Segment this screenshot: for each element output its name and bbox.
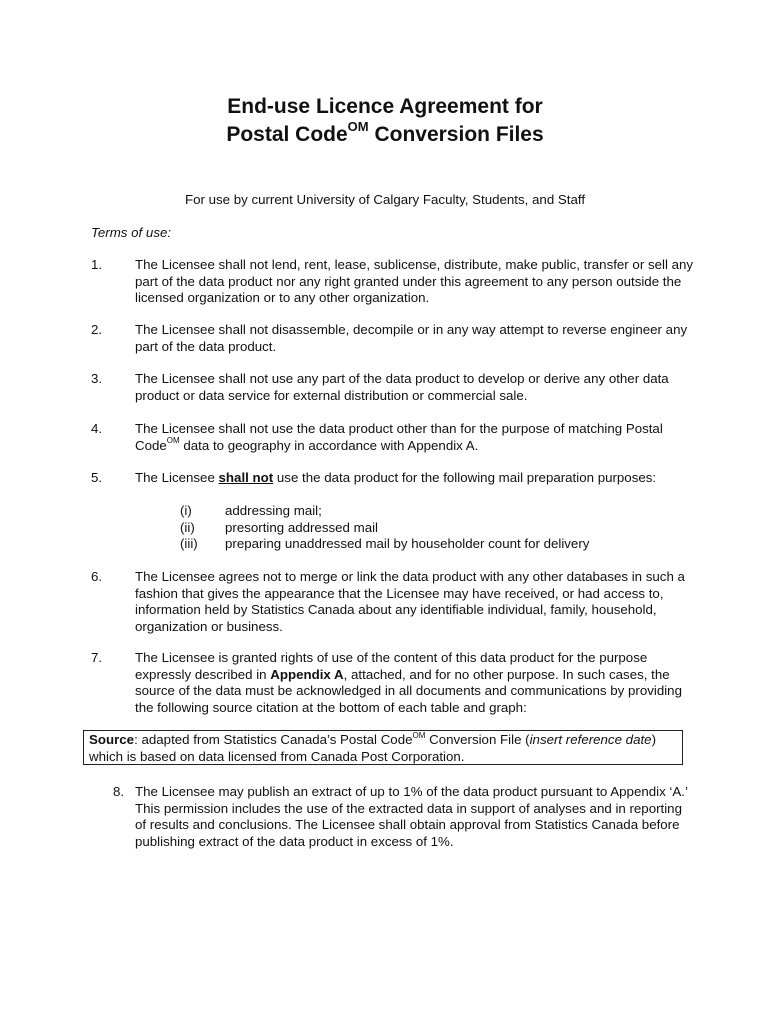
sublist-roman: (i) <box>180 503 192 518</box>
title-sup: OM <box>347 119 369 134</box>
item-text-pre: The Licensee shall not use the data product other than for the purpose of matching Postal Code <box>135 421 663 453</box>
title-line-2 <box>0 121 770 149</box>
item-text: The Licensee shall not disassemble, decompile or in any way attempt to reverse engineer any part of the data product. <box>135 322 688 354</box>
item-text <box>135 470 695 487</box>
sublist-roman: (iii) <box>180 536 198 551</box>
terms-heading: Terms of use: <box>91 225 172 240</box>
sublist-text: presorting addressed mail <box>225 519 378 535</box>
source-sup: OM <box>412 730 426 740</box>
title-line-1: End-use Licence Agreement for <box>227 95 543 118</box>
item-number: 5. <box>91 470 103 485</box>
item-text <box>135 650 695 716</box>
title-line-2-post: Conversion Files <box>368 123 544 146</box>
item-text-pre: The Licensee <box>135 470 219 485</box>
source-text-2: Conversion File ( <box>425 732 530 747</box>
item-text-pre: The Licensee is granted rights of use of the content of this data product for the purpose expressly described in <box>135 650 648 682</box>
item-text-post: data to geography in accordance with Appendix A. <box>179 437 479 453</box>
item-number: 1. <box>91 257 103 272</box>
source-text-3: ) which is based on data licensed from Canada Post Corporation. <box>89 732 656 764</box>
sublist-roman: (ii) <box>180 519 195 535</box>
item-emphasis: shall not <box>218 470 274 485</box>
item-number: 6. <box>91 569 103 584</box>
source-label: Source <box>89 732 135 747</box>
title-line-2-pre: Postal Code <box>226 123 348 146</box>
item-number: 3. <box>91 371 103 386</box>
source-italic: insert reference date <box>529 732 652 747</box>
item-number: 2. <box>91 322 103 337</box>
item-text: The Licensee may publish an extract of up to 1% of the data product pursuant to Appendix ‘A.’ This permission includes the use of the extracted data in support of analyses and in reporting of results and conclusions. The Licensee shall obtain approval from Statistics Canada before publishing extract of the data product in excess of 1%. <box>135 784 688 849</box>
item-number: 7. <box>91 650 103 665</box>
item-emphasis: Appendix A <box>270 666 344 682</box>
item-text-post: , attached, and for no other purpose. In such cases, the source of the data must be acknowledged in all documents and communications by providing the following source citation at the bottom of each table and graph: <box>135 666 682 715</box>
item-text-post: use the data product for the following mail preparation purposes: <box>273 470 657 485</box>
item-text: The Licensee agrees not to merge or link the data product with any other databases in such a fashion that gives the appearance that the Licensee may have received, or had access to, information held by Statistics Canada about any identifiable individual, family, household, organization or business. <box>135 569 685 634</box>
item-text: The Licensee shall not use any part of the data product to develop or derive any other data product or data service for external distribution or commercial sale. <box>135 371 669 403</box>
item-sup: OM <box>166 436 180 446</box>
item-text: The Licensee shall not lend, rent, lease, sublicense, distribute, make public, transfer or sell any part of the data product nor any right granted under this agreement to any person outside the licensed organization or to any other organization. <box>135 257 694 305</box>
sublist-text: addressing mail; <box>225 503 322 518</box>
item-text <box>135 421 695 454</box>
source-text-1: : adapted from Statistics Canada’s Postal Code <box>134 732 413 747</box>
subtitle: For use by current University of Calgary Faculty, Students, and Staff <box>184 192 586 207</box>
document-title <box>0 93 770 149</box>
item-number: 4. <box>91 421 103 436</box>
sublist-text: preparing unaddressed mail by householder count for delivery <box>225 536 590 551</box>
item-number: 8. <box>113 784 125 799</box>
source-citation-box <box>83 730 683 765</box>
